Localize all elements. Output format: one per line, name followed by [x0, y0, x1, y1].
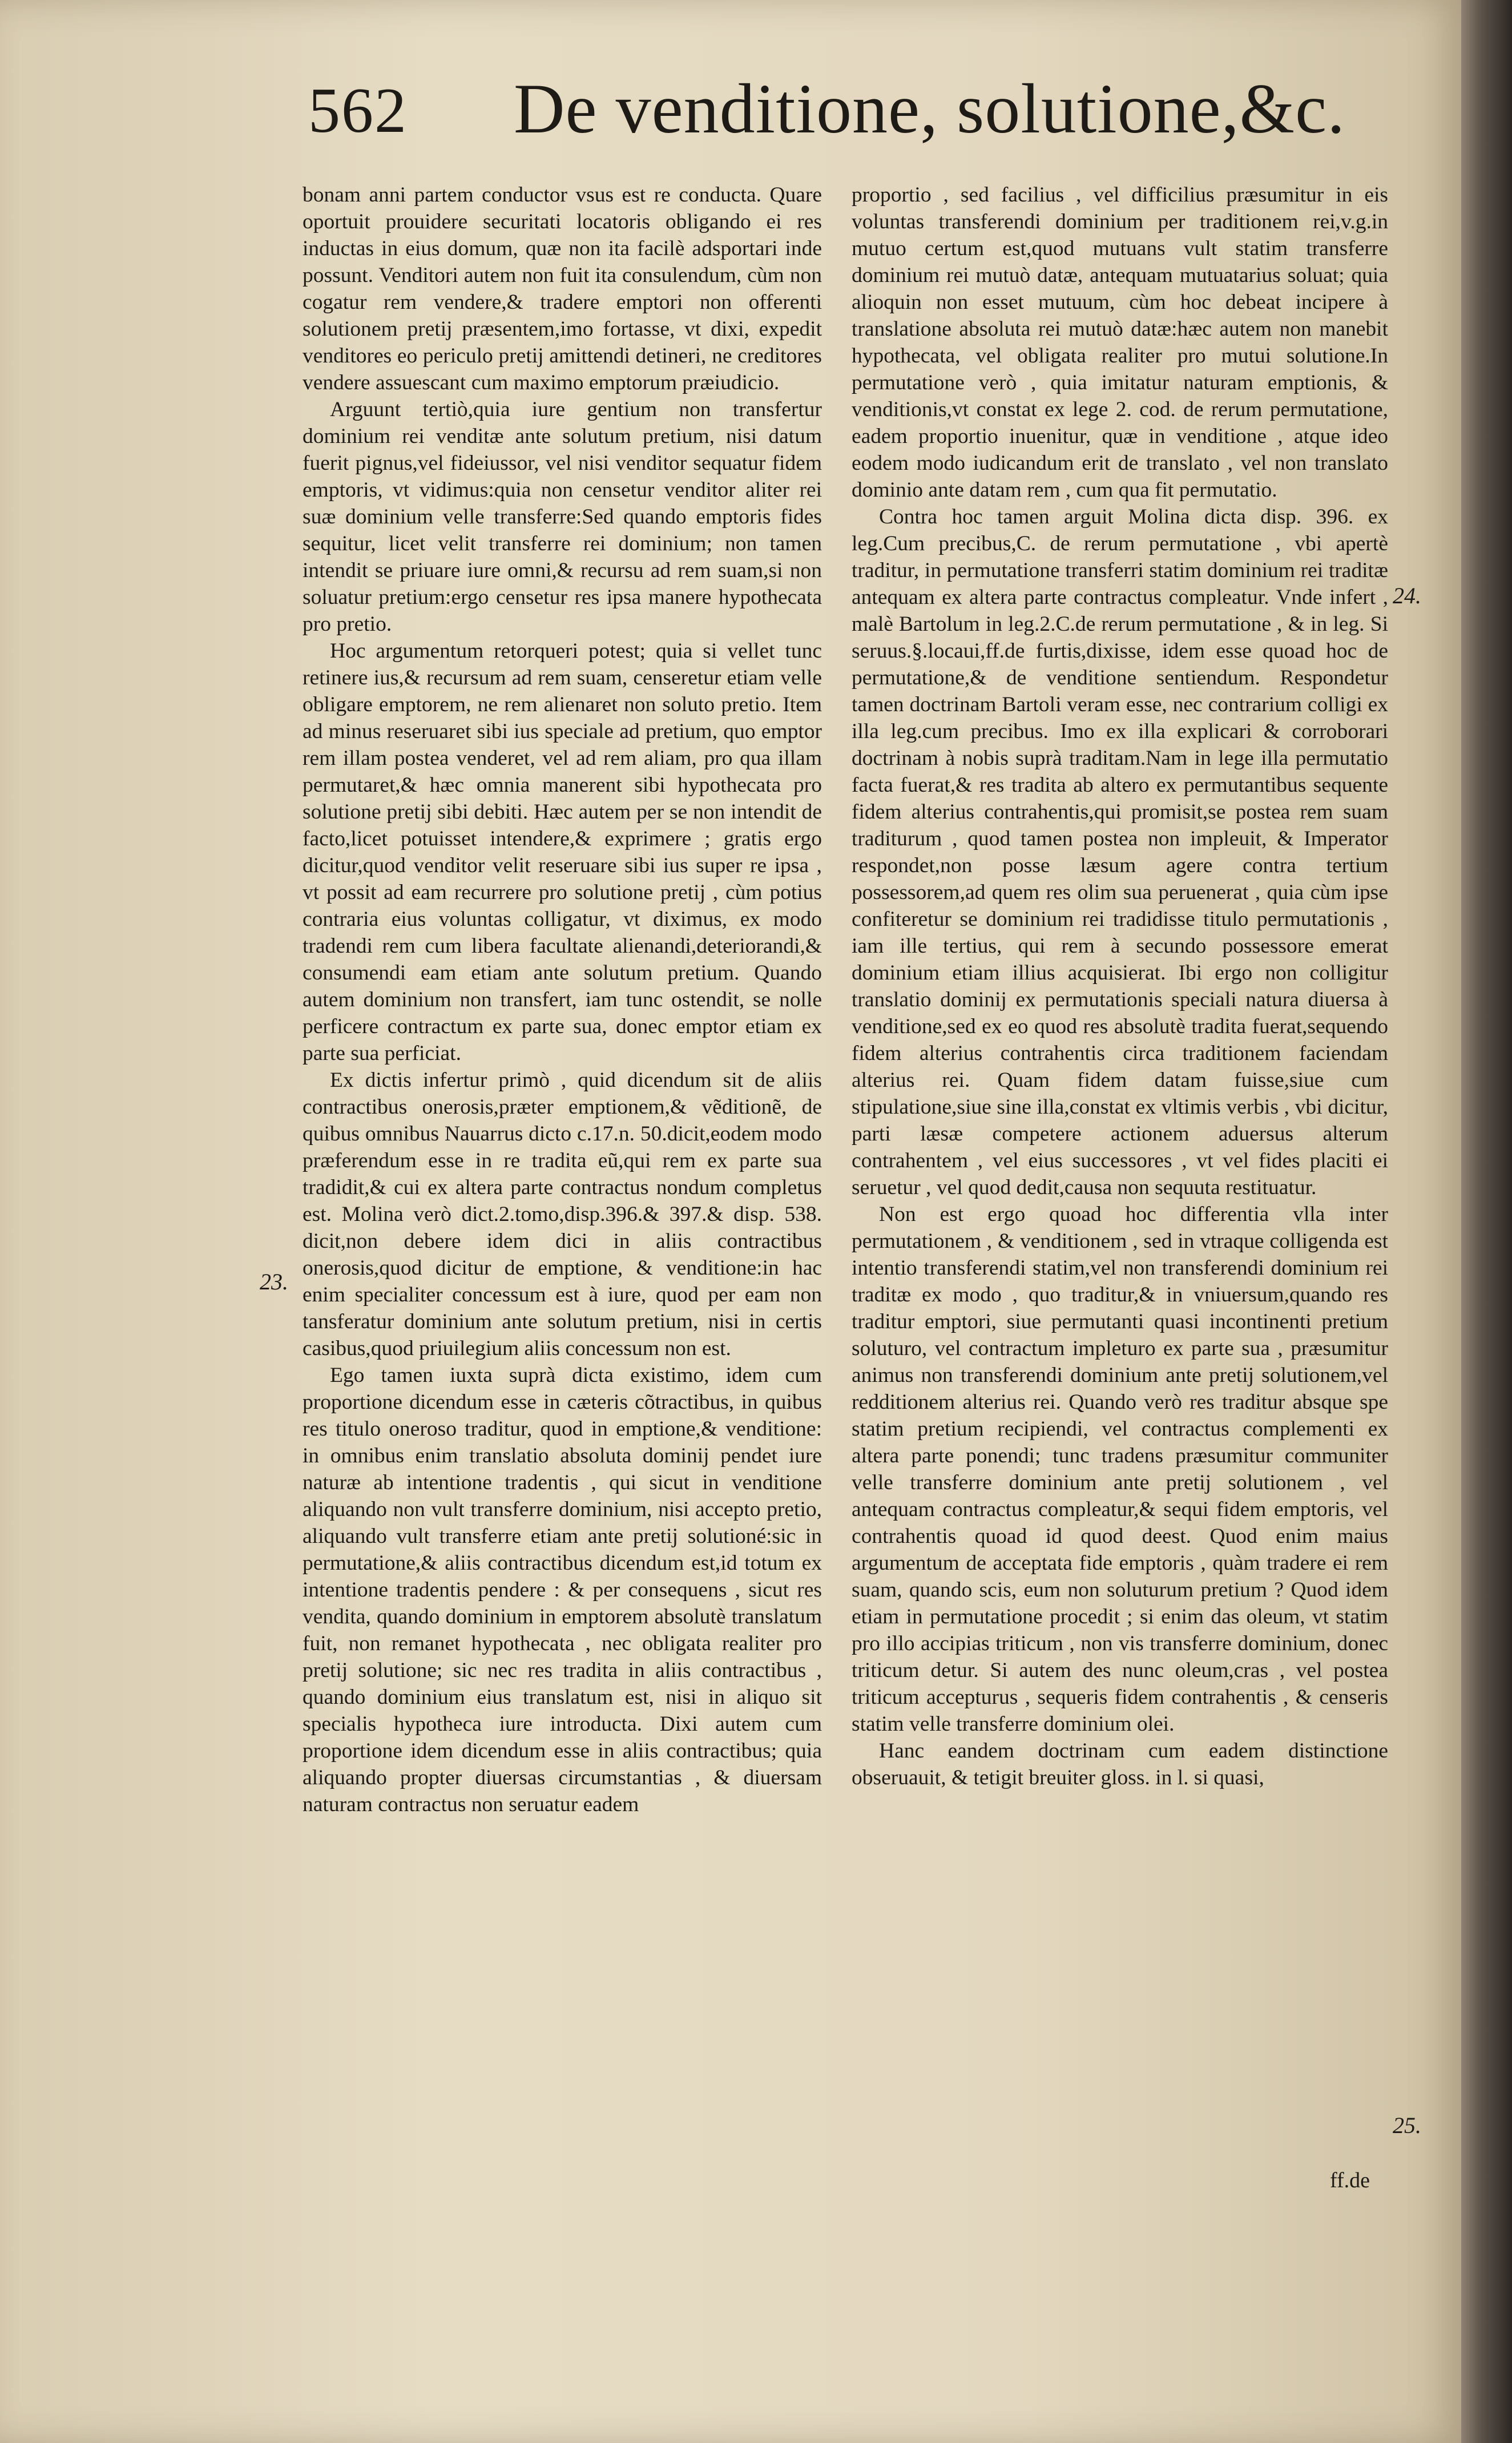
paragraph: proportio , sed facilius , vel difficilius præsumitur in eis voluntas transferendi dominium per traditionem rei,v.g.in mutuo certum est,quod mutuans vult statim transferre dominium rei mutuò datæ, antequam mutuatarius soluat; quia alioquin non esset mutuum, cùm hoc debeat incipere à translatione absoluta rei mutuò datæ:hæc autem non manebit hypothecata, vel obligata realiter pro mutui solutione.In permutatione verò , quia imitatur naturam emptionis, & venditionis,vt constat ex lege 2. cod. de rerum permutatione, eadem proportio inuenitur, quæ in venditione , atque ideo eodem modo iudicandum erit de translato , vel non translato dominio ante datam rem , cum qua fit permutatio. [852, 183, 1388, 502]
paragraph: Ego tamen iuxta suprà dicta existimo, idem cum proportione dicendum esse in cæteris cõtractibus, in quibus res titulo oneroso traditur, quod in emptione,& venditione: in omnibus enim translatio absoluta dominij pendet iure naturæ ab intentione tradentis , qui sicut in venditione aliquando non vult transferre dominium, nisi accepto pretio, aliquando vult transferre etiam ante pretij solutioné:sic in permutatione,& aliis contractibus dicendum est,id totum ex intentione tradentis pendere : & per consequens , sicut res vendita, quando dominium in emptorem absolutè translatum fuit, non remanet hypothecata , nec obligata realiter pro pretij solutione; sic nec res tradita in aliis contractibus , quando dominium eius translatum est, nisi in aliquo sit specialis hypotheca iure introducta. Dixi autem cum proportione idem dicendum esse in aliis contractibus; quia aliquando propter diuersas circumstantias , & diuersam naturam contractus non seruatur eadem [303, 1364, 822, 1816]
paragraph: Non est ergo quoad hoc differentia vlla inter permutationem , & venditionem , sed in vtraque colligenda est intentio transferendi statim,vel non transferendi dominium rei traditæ ex modo , quo traditur,& in vniuersum,quando res traditur emptori, siue permutanti quasi incontinenti pretium soluturo, vel contractum impleturo ex parte sua , præsumitur animus non transferendi dominium ante pretij solutionem,vel redditionem alterius rei. Quando verò res traditur absque spe statim pretium recipiendi, vel contractus complementi ex altera parte ponendi; tunc tradens præsumitur communiter velle transferre dominium ante pretij solutionem , vel antequam contractus compleatur,& sequi fidem emptoris, vel contrahentis quoad id quod deest. Quod enim maius argumentum de acceptata fide emptoris , quàm tradere ei rem suam, quando scis, eum non soluturum pretium ? Quod idem etiam in permutatione procedit ; si enim das oleum, vt statim pro illo accipias triticum , non vis transferre dominium, donec triticum detur. Si autem des nunc oleum,cras , vel postea triticum accepturus , sequeris fidem contrahentis , & censeris statim velle transferre dominium olei. [852, 1203, 1388, 1736]
margin-number: 23. [260, 1269, 288, 1295]
paragraph: Ex dictis infertur primò , quid dicendum sit de aliis contractibus onerosis,præter emptionem,& vẽditionẽ, de quibus omnibus Nauarrus dicto c.17.n. 50.dicit,eodem modo præferendum esse in re tradita eũ,qui rem ex parte sua tradidit,& cui ex altera parte contractus nondum completus est. Molina verò dict.2.tomo,disp.396.& 397.& disp. 538. dicit,non debere idem dici in aliis contractibus onerosis,quod dicitur de emptione, & venditione:in hac enim specialiter concessum est à iure, quod per eam non tansferatur dominium ante solutum pretium, nisi in certis casibus,quod priuilegium aliis concessum non est. [303, 1069, 822, 1360]
paragraph: Contra hoc tamen arguit Molina dicta disp. 396. ex leg.Cum precibus,C. de rerum permutatione , vbi apertè traditur, in permutatione transferri statim dominium rei traditæ antequam ex altera parte contractus compleatur. Vnde infert , malè Bartolum in leg.2.C.de rerum permutatione , & in leg. Si seruus.§.locaui,ff.de furtis,dixisse, idem esse quoad hoc de permutatione,& de venditione sentiendum. Respondetur tamen doctrinam Bartoli veram esse, nec contrarium colligi ex illa leg.cum precibus. Imo ex illa explicari & corroborari doctrinam à nobis suprà traditam.Nam in lege illa permutatio facta fuerat,& res tradita ab altero ex permutantibus sequente fidem alterius contrahentis,qui promisit,se postea rem suam traditurum , quod tamen postea non impleuit, & Imperator respondet,non posse læsum agere contra tertium possessorem,ad quem res olim sua peruenerat , quia cùm ipse confiteretur se dominium rei tradidisse titulo permutationis , iam ille tertius, qui rem à secundo possessore emerat dominium etiam illius acquisierat. Ibi ergo non colligitur translatio dominij ex permutationis speciali natura diuersa à venditione,sed ex eo quod res absolutè tradita fuerat,sequendo fidem alterius contrahentis circa traditionem faciendam alterius rei. Quam fidem datam fuisse,siue cum stipulatione,siue sine illa,constat ex vltimis verbis , vbi dicitur, parti læsæ competere actionem aduersus alterum contrahentem , vel eius successores , vt vel fides placiti ei seruetur , vel quod dedit,causa non sequuta restituatur. [852, 505, 1388, 1199]
left-column [303, 182, 822, 1818]
right-column [852, 182, 1388, 1791]
paragraph: Hoc argumentum retorqueri potest; quia si vellet tunc retinere ius,& recursum ad rem suam, censeretur etiam velle obligare emptorem, ne rem alienaret non soluto pretio. Item ad minus reseruaret sibi ius speciale ad pretium, quo emptor rem illam postea venderet, vel ad rem aliam, pro qua illam permutaret,& hæc omnia manerent sibi hypothecata pro solutione pretij sibi debiti. Hæc autem per se non intendit de facto,licet potuisset intendere,& exprimere ; gratis ergo dicitur,quod venditor velit reseruare sibi ius super re ipsa , vt possit ad eam recurrere pro solutione pretij , cùm potius contraria eius voluntas colligatur, vt diximus, ex modo tradendi rem cum libera facultate alienandi,deteriorandi,& consumendi eam etiam ante solutum pretium. Quando autem dominium non transfert, iam tunc ostendit, se nolle perficere contractum ex parte sua, donec emptor etiam ex parte sua perficiat. [303, 639, 822, 1065]
margin-number: 24. [1393, 583, 1421, 608]
paragraph: Hanc eandem doctrinam cum eadem distinctione obseruauit, & tetigit breuiter gloss. in l. si quasi, [852, 1739, 1388, 1789]
running-title: De venditione, solutione,&c. [514, 70, 1346, 148]
page-number: 562 [308, 75, 408, 146]
book-edge [1461, 0, 1512, 2443]
margin-number: 25. [1393, 2113, 1421, 2138]
paragraph: bonam anni partem conductor vsus est re conducta. Quare oportuit prouidere securitati locatoris obligando ei res inductas in eius domum, quæ non ita facilè adsportari inde possunt. Venditori autem non fuit ita consulendum, cùm non cogatur rem vendere,& tradere emptori non offerenti solutionem pretij præsentem,imo fortasse, vt dixi, expedit venditores eo periculo pretij amittendi detineri, ne creditores vendere assuescant cum maximo emptorum præiudicio. [303, 183, 822, 394]
catchword: ff.de [1330, 2168, 1370, 2192]
paragraph: Arguunt tertiò,quia iure gentium non transfertur dominium rei venditæ ante solutum pretium, nisi datum fuerit pignus,vel fideiussor, vel nisi venditor sequatur fidem emptoris, vt vidimus:quia non censetur venditor aliter rei suæ dominium velle transferre:Sed quando emptoris fides sequitur, licet velit transferre rei dominium; non tamen intendit se priuare iure omni,& recursu ad rem suam,si non soluatur pretium:ergo censetur res ipsa manere hypothecata pro pretio. [303, 398, 822, 636]
